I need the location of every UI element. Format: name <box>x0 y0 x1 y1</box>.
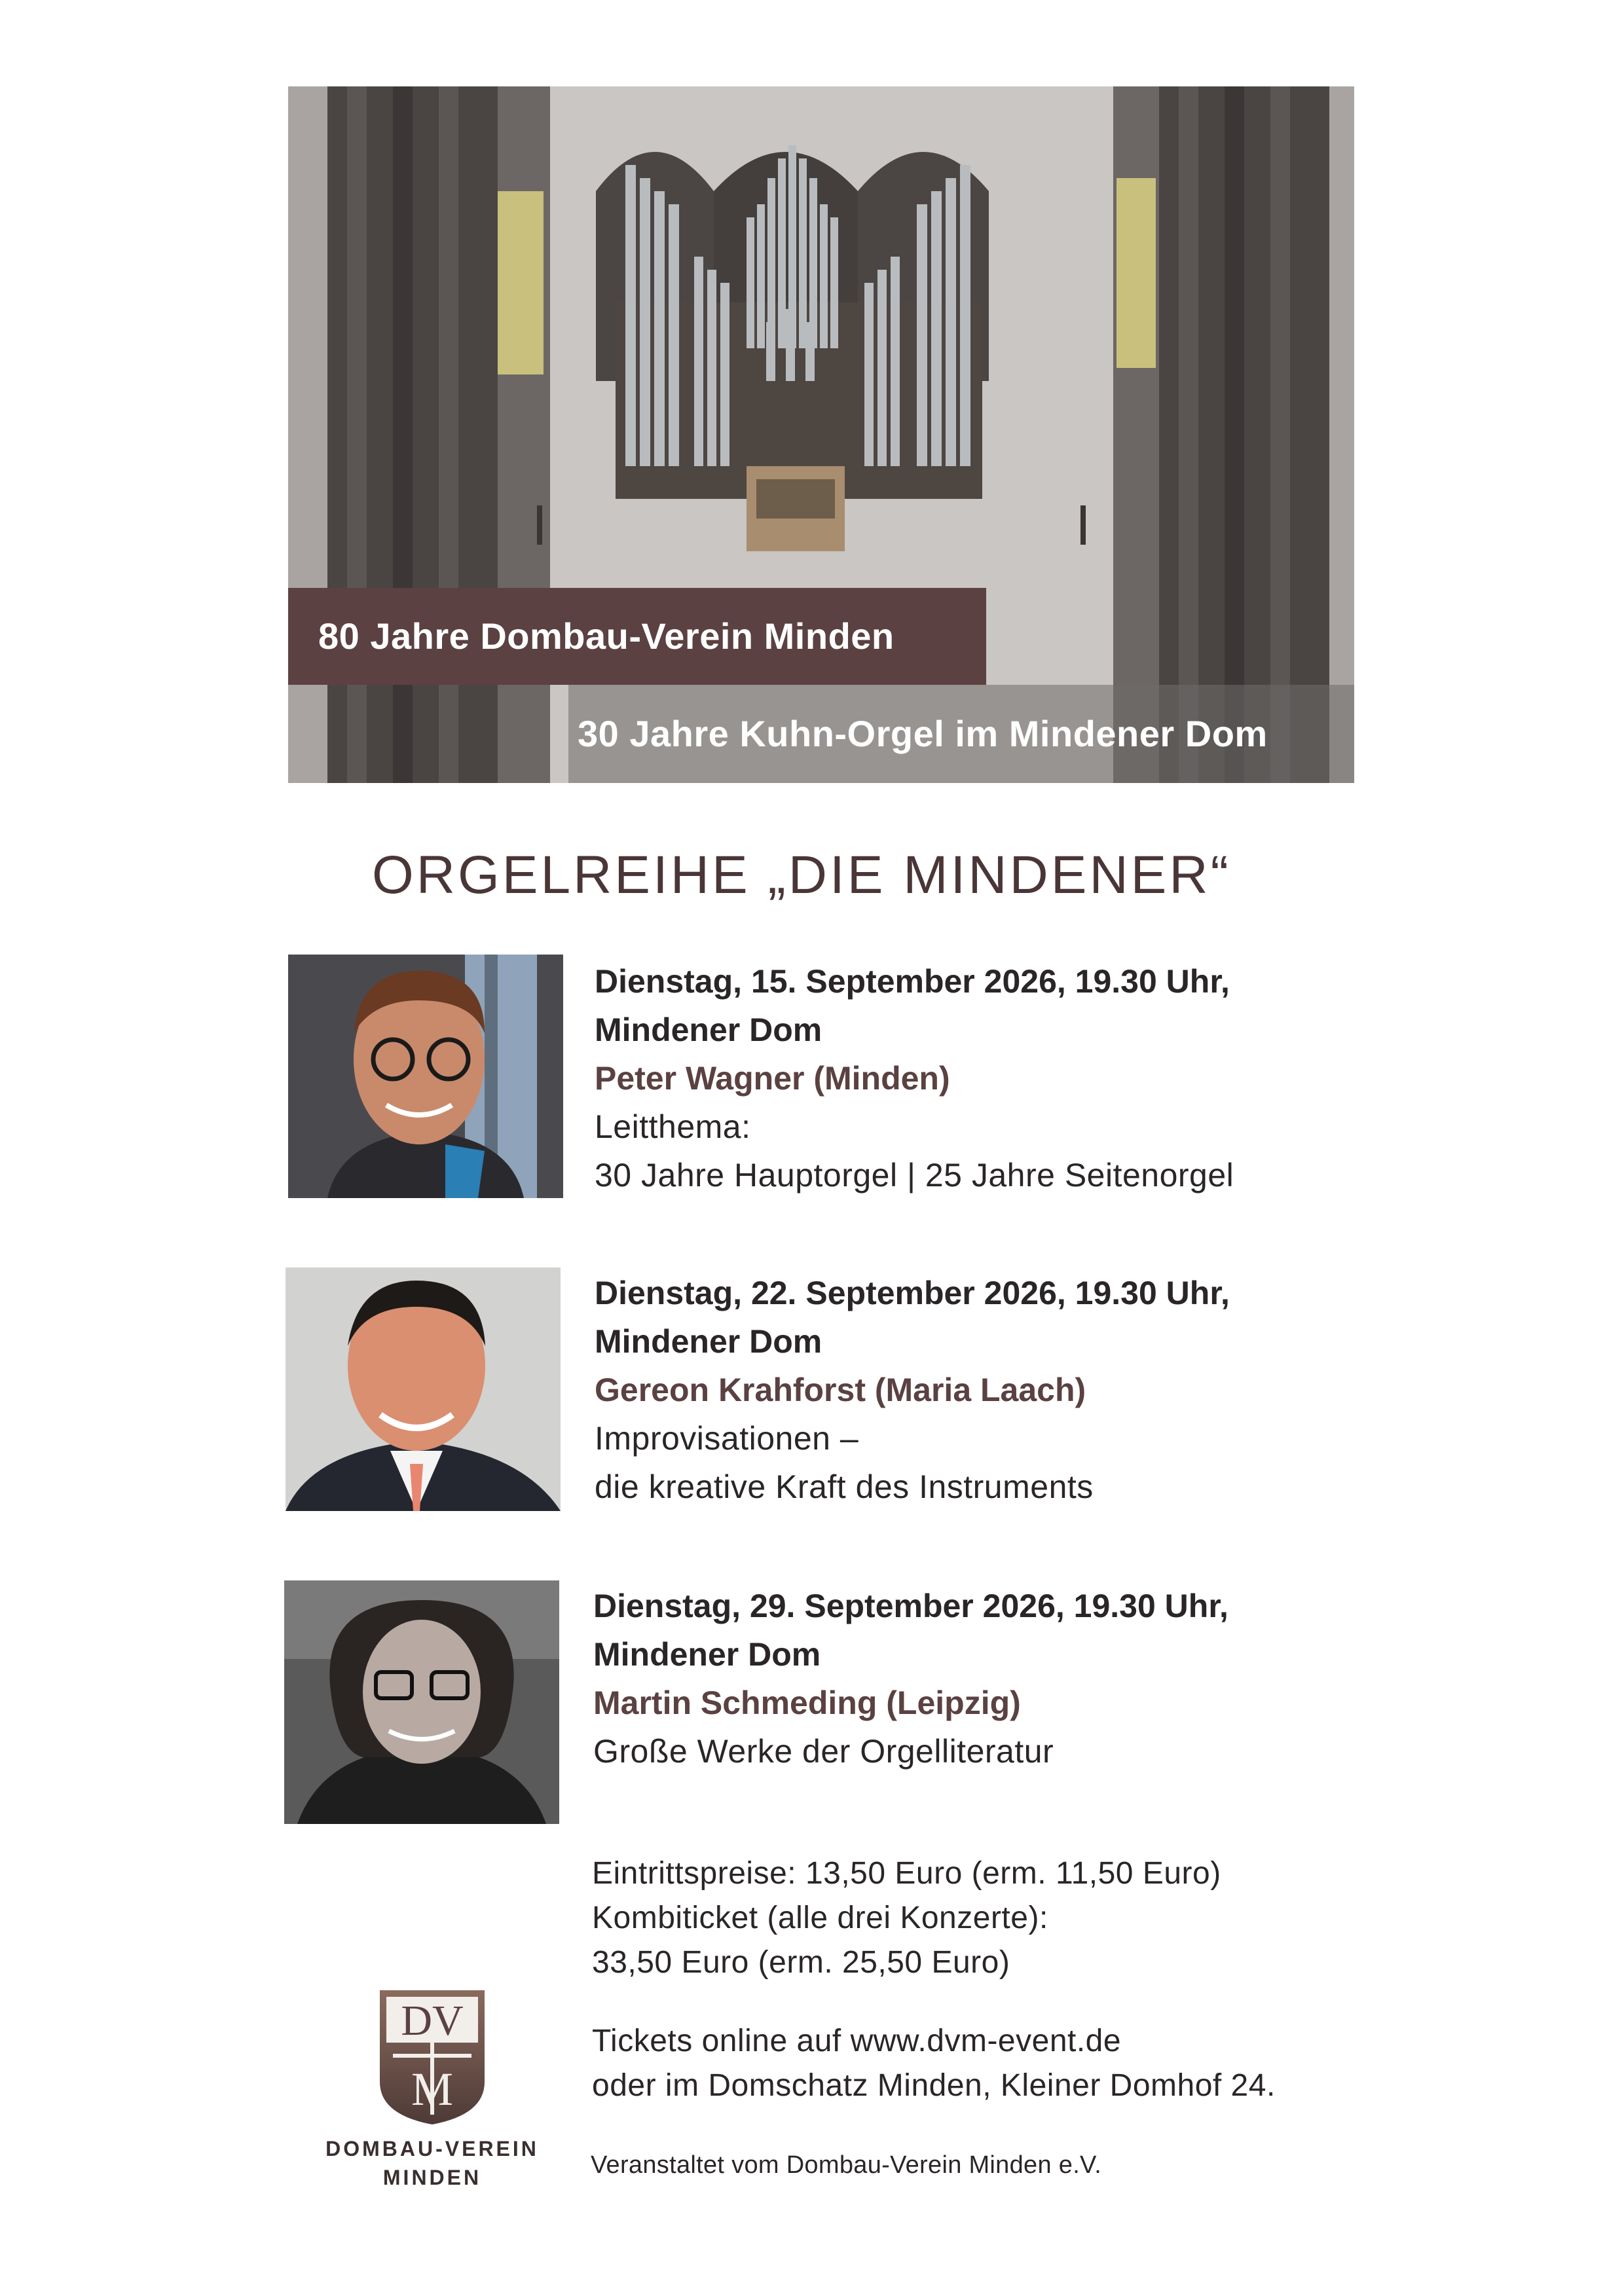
concert-2-venue: Mindener Dom <box>595 1323 822 1360</box>
anniversary-band-dombau-verein: 80 Jahre Dombau-Verein Minden <box>288 588 986 685</box>
concert-2-performer: Gereon Krahforst (Maria Laach) <box>595 1372 1086 1408</box>
shield-logo-icon <box>367 1984 498 2128</box>
price-line-2: Kombiticket (alle drei Konzerte): <box>592 1901 1048 1935</box>
concert-2-line-1: Improvisationen – <box>595 1420 859 1457</box>
concert-3-venue: Mindener Dom <box>593 1636 821 1673</box>
portrait-peter-wagner <box>288 955 563 1198</box>
dombau-verein-logo <box>367 1984 498 2128</box>
tickets-line-2: oder im Domschatz Minden, Kleiner Domhof 24. <box>592 2068 1276 2103</box>
concert-2-line-2: die kreative Kraft des Instruments <box>595 1468 1094 1505</box>
price-line-3: 33,50 Euro (erm. 25,50 Euro) <box>592 1945 1010 1980</box>
logo-caption-line-2: MINDEN <box>382 2166 482 2189</box>
logo-caption <box>314 2134 550 2192</box>
portrait-gereon-krahforst <box>286 1267 561 1511</box>
concert-1-performer: Peter Wagner (Minden) <box>595 1060 950 1097</box>
anniversary-band-kuhn-orgel: 30 Jahre Kuhn-Orgel im Mindener Dom <box>568 685 1354 783</box>
logo-caption-line-1: DOMBAU-VEREIN <box>325 2137 539 2160</box>
price-line-1: Eintrittspreise: 13,50 Euro (erm. 11,50 Euro) <box>592 1856 1221 1891</box>
concert-3-date: Dienstag, 29. September 2026, 19.30 Uhr, <box>593 1588 1228 1624</box>
concert-3-performer: Martin Schmeding (Leipzig) <box>593 1685 1021 1721</box>
svg-text:DV: DV <box>401 1997 464 2045</box>
concert-1-info <box>595 957 1380 1199</box>
concert-2-date: Dienstag, 22. September 2026, 19.30 Uhr, <box>595 1275 1230 1311</box>
concert-1-date: Dienstag, 15. September 2026, 19.30 Uhr, <box>595 963 1230 1000</box>
ticket-prices <box>592 1851 1443 1985</box>
concert-1-venue: Mindener Dom <box>595 1011 822 1048</box>
concert-3-info <box>593 1582 1379 1776</box>
tickets-line-1: Tickets online auf www.dvm-event.de <box>592 2024 1122 2058</box>
concert-3-line-1: Große Werke der Orgelliteratur <box>593 1733 1054 1770</box>
concert-1-line-1: Leitthema: <box>595 1108 751 1145</box>
series-title: ORGELREIHE „DIE MINDENER“ <box>372 845 1231 905</box>
concert-1-line-2: 30 Jahre Hauptorgel | 25 Jahre Seitenorgel <box>595 1157 1234 1194</box>
ticket-info <box>592 2019 1443 2108</box>
organizer-note: Veranstaltet vom Dombau-Verein Minden e.V. <box>591 2151 1102 2179</box>
portrait-martin-schmeding <box>284 1580 559 1824</box>
concert-2-info <box>595 1269 1380 1511</box>
svg-text:M: M <box>411 2063 454 2115</box>
